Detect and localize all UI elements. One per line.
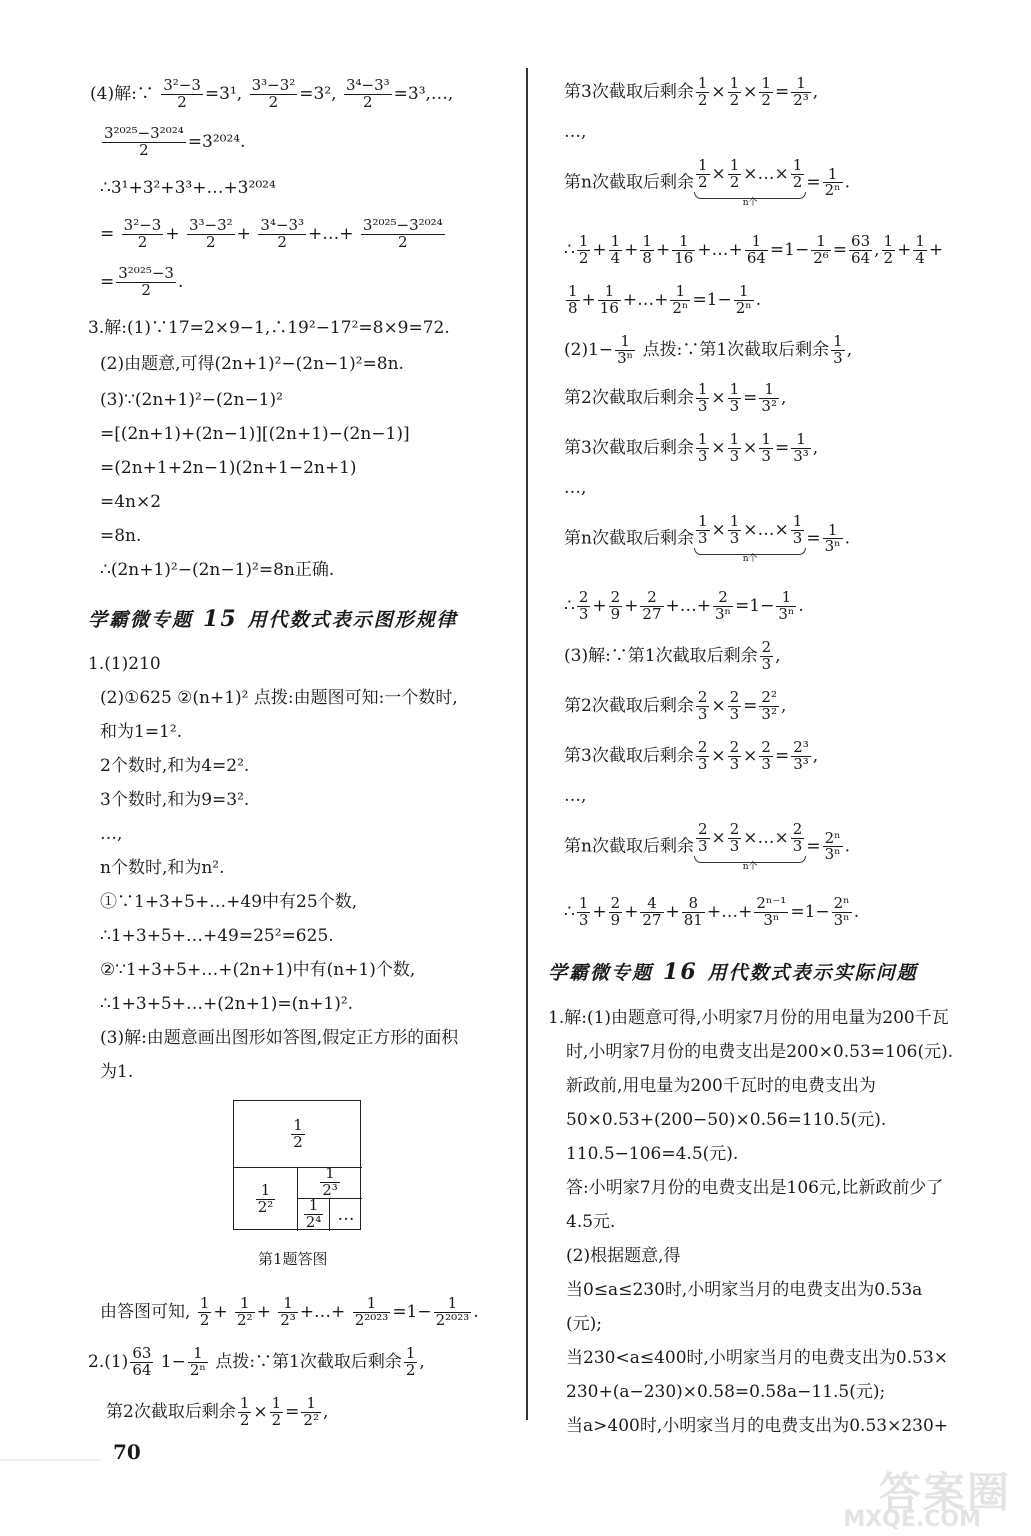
line-q3-1: 3.解:(1)∵17=2×9−1,∴19²−17²=8×9=72. (88, 318, 450, 338)
line-q3-4: =[(2n+1)+(2n−1)][(2n+1)−(2n−1)] (100, 424, 410, 444)
line-p3: 和为1=1². (100, 722, 183, 742)
figure-caption: 第1题答图 (258, 1250, 328, 1268)
line-r1: 第3次截取后剩余 $\frac{1}{2}$ × $\frac{1}{2}$ × $\frac{1}{2}$ = $\frac{1}{\text{2³}}$ , (564, 74, 819, 109)
line-p8: ①∵1+3+5+…+49中有25个数, (100, 892, 358, 912)
line-s2: 时,小明家7月份的电费支出是200×0.53=106(元). (566, 1042, 954, 1062)
line-r3: 第n次截取后剩余 $\frac{1}{2}$ × $\frac{1}{2}$ ×…× $\frac{1}{2}$ n个 = $\frac{1}{\text{2ⁿ}}$ . (564, 156, 851, 208)
figure-cell-sixteenth: $\frac{1}{\text{2⁴}}$ (298, 1198, 330, 1231)
line-p11: ∴1+3+5+…+(2n+1)=(n+1)². (100, 994, 354, 1014)
line-r2: …, (564, 122, 587, 142)
line-q2-2: 第2次截取后剩余 $\frac{1}{2}$ × $\frac{1}{2}$ = $\frac{1}{\text{2²}}$ , (106, 1394, 329, 1429)
line-r10: 第n次截取后剩余 $\frac{1}{3}$ × $\frac{1}{3}$ ×…× $\frac{1}{3}$ n个 = $\frac{1}{\text{3ⁿ}}$ . (564, 512, 851, 564)
line-r9: …, (564, 478, 587, 498)
line-r13: 第2次截取后剩余 $\frac{2}{3}$ × $\frac{2}{3}$ = $\frac{\text{2²}}{\text{3²}}$ , (564, 688, 787, 723)
line-q3-8: ∴(2n+1)²−(2n−1)²=8n正确. (100, 560, 335, 580)
line-s1: 1.解:(1)由题意可得,小明家7月份的用电量为200千瓦 (548, 1008, 949, 1028)
watermark-logo: 答案圈 (878, 1468, 1011, 1517)
text: =3³,…, (393, 83, 454, 104)
figure-cell-rest: … (337, 1204, 355, 1225)
line-r7: 第2次截取后剩余 $\frac{1}{3}$ × $\frac{1}{3}$ = $\frac{1}{\text{3²}}$ , (564, 380, 787, 415)
line-r6: (2)1− $\frac{1}{\text{3ⁿ}}$ 点拨:∵第1次截取后剩余 $\frac{1}{3}$ , (564, 332, 853, 367)
line-r15: …, (564, 786, 587, 806)
line-q3-2: (2)由题意,可得(2n+1)²−(2n−1)²=8n. (100, 354, 404, 374)
line-s4: 50×0.53+(200−50)×0.56=110.5(元). (566, 1110, 887, 1130)
line-q4-2 (100, 126, 246, 159)
line-p5: 3个数时,和为9=3². (100, 790, 250, 810)
line-q4-3: ∴3¹+3²+3³+…+3²⁰²⁴ (100, 178, 276, 198)
line-q3-6: =4n×2 (100, 492, 162, 512)
line-q4-4: = $\frac{\text{3²−3}}{2}$ + $\frac{\text{3³−3²}}{2}$ + $\frac{\text{3⁴−3³}}{2}$ +…+ $\frac{\text{3²⁰²⁵−3²⁰²⁴}}{2}$ (100, 216, 443, 251)
line-q3-7: =8n. (100, 526, 142, 546)
line-p4: 2个数时,和为4=2². (100, 756, 250, 776)
line-q4-1 (90, 78, 453, 111)
line-s6: 答:小明家7月份的电费支出是106元,比新政前少了 (566, 1178, 944, 1198)
line-p13: 为1. (100, 1062, 134, 1082)
line-s8: (2)根据题意,得 (566, 1246, 681, 1266)
watermark-url: MXQE.COM (843, 1507, 981, 1532)
line-q4-5: = $\frac{\text{3²⁰²⁵−3}}{2}$ . (100, 264, 184, 299)
figure-cell-quarter: $\frac{1}{\text{2²}}$ (234, 1167, 298, 1231)
line-r17: ∴ $\frac{1}{3}$ + $\frac{2}{9}$ + $\frac{4}{27}$ + $\frac{8}{81}$ +…+ $\frac{\text{2ⁿ⁻¹}}{\text{3ⁿ}}$ =1− $\frac{\text{2ⁿ}}{\text{3ⁿ}}$ . (564, 894, 860, 929)
figure-cell-half: $\frac{1}{2}$ (234, 1101, 362, 1168)
line-p7: n个数时,和为n². (100, 858, 225, 878)
line-r16: 第n次截取后剩余 $\frac{2}{3}$ × $\frac{2}{3}$ ×…× $\frac{2}{3}$ n个 = $\frac{\text{2ⁿ}}{\text{3ⁿ}}$ . (564, 820, 851, 872)
column-divider (526, 68, 528, 1420)
line-s7: 4.5元. (566, 1212, 616, 1232)
line-s11: 当230<a≤400时,小明家当月的电费支出为0.53× (566, 1348, 949, 1368)
line-q3-5: =(2n+1+2n−1)(2n+1−2n+1) (100, 458, 357, 478)
line-s3: 新政前,用电量为200千瓦时的电费支出为 (566, 1076, 876, 1096)
line-p2: (2)①625 ②(n+1)² 点拨:由题图可知:一个数时, (100, 688, 458, 708)
line-s5: 110.5−106=4.5(元). (566, 1144, 739, 1164)
text: =3¹, (204, 83, 243, 104)
line-r8: 第3次截取后剩余 $\frac{1}{3}$ × $\frac{1}{3}$ × $\frac{1}{3}$ = $\frac{1}{\text{3³}}$ , (564, 430, 819, 465)
line-q2-1: 2.(1) $\frac{63}{64}$ 1− $\frac{1}{\text{2ⁿ}}$ 点拨:∵第1次截取后剩余 $\frac{1}{2}$ , (88, 1344, 425, 1379)
line-p6: …, (100, 824, 123, 844)
line-p14: 由答图可知, $\frac{1}{2}$ + $\frac{1}{\text{2²}}$ + $\frac{1}{\text{2³}}$ +…+ $\frac{1}{\text{2²⁰²³}}$ =1− $\frac{1}{\text{2²⁰²³}}$ . (100, 1294, 479, 1329)
fraction: $\frac{\text{3⁴−3³}}{2}$ (345, 76, 390, 111)
line-s13: 当a>400时,小明家当月的电费支出为0.53×230+ (566, 1416, 949, 1436)
section-heading-16: 学霸微专题 16 用代数式表示实际问题 (548, 959, 918, 985)
line-s12: 230+(a−230)×0.58=0.58a−11.5(元); (566, 1382, 886, 1402)
text: (4)解:∵ (90, 83, 154, 104)
fraction: $\frac{\text{3²−3}}{2}$ (163, 76, 201, 111)
text: =3²⁰²⁴. (187, 131, 246, 152)
line-r11: ∴ $\frac{2}{3}$ + $\frac{2}{9}$ + $\frac{2}{27}$ +…+ $\frac{2}{\text{3ⁿ}}$ =1− $\frac{1}{\text{3ⁿ}}$ . (564, 588, 804, 623)
line-q3-3: (3)∵(2n+1)²−(2n−1)² (100, 390, 283, 410)
line-p10: ②∵1+3+5+…+(2n+1)中有(n+1)个数, (100, 960, 416, 980)
line-p12: (3)解:由题意画出图形如答图,假定正方形的面积 (100, 1028, 459, 1048)
page-number: 70 (113, 1440, 141, 1464)
text: =3², (299, 83, 337, 104)
line-r12: (3)解:∵第1次截取后剩余 $\frac{2}{3}$ , (564, 638, 781, 673)
footer-line (0, 1459, 100, 1461)
line-r14: 第3次截取后剩余 $\frac{2}{3}$ × $\frac{2}{3}$ × $\frac{2}{3}$ = $\frac{\text{2³}}{\text{3³}}$ , (564, 738, 819, 773)
line-p9: ∴1+3+5+…+49=25²=625. (100, 926, 334, 946)
line-r5: $\frac{1}{8}$ + $\frac{1}{16}$ +…+ $\frac{1}{\text{2ⁿ}}$ =1− $\frac{1}{\text{2ⁿ}}$ . (568, 282, 762, 317)
line-s9: 当0≤a≤230时,小明家当月的电费支出为0.53a (566, 1280, 923, 1300)
answer-figure (233, 1100, 361, 1230)
section-heading-15: 学霸微专题 15 用代数式表示图形规律 (88, 606, 458, 632)
line-p1: 1.(1)210 (88, 654, 161, 674)
fraction: $\frac{\text{3³−3²}}{2}$ (251, 76, 296, 111)
line-r4: ∴ $\frac{1}{2}$ + $\frac{1}{4}$ + $\frac{1}{8}$ + $\frac{1}{16}$ +…+ $\frac{1}{64}$ =1− $\frac{1}{\text{2⁶}}$ = $\frac{63}{64}$ , $\frac{1}{2}$ + $\frac{1}{4}$ + (564, 232, 944, 267)
fraction: $\frac{\text{3²⁰²⁵−3²⁰²⁴}}{2}$ (104, 124, 184, 159)
figure-cell-eighth: $\frac{1}{\text{2³}}$ (298, 1167, 362, 1199)
line-s10: (元); (566, 1314, 602, 1334)
